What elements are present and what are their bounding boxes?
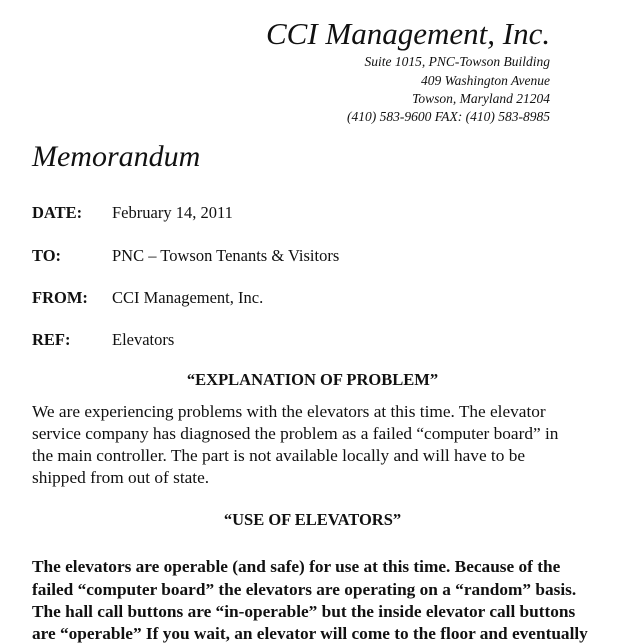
paragraph-line: The hall call buttons are “in-operable” but the inside elevator call buttons: [32, 602, 576, 621]
date-value: February 14, 2011: [112, 203, 233, 222]
memo-title: Memorandum: [32, 140, 201, 173]
paragraph-line: We are experiencing problems with the elevators at this time. The elevator: [32, 402, 546, 421]
address-line: 409 Washington Avenue: [421, 73, 550, 88]
paragraph-line: are “operable” If you wait, an elevator will come to the floor and eventually: [32, 624, 588, 643]
to-label: TO:: [32, 246, 62, 265]
address-line: Towson, Maryland 21204: [412, 91, 550, 106]
to-value: PNC – Towson Tenants & Visitors: [112, 246, 340, 265]
date-label: DATE:: [32, 203, 83, 222]
ref-value: Elevators: [112, 330, 175, 349]
section-heading-use: “USE OF ELEVATORS”: [223, 510, 402, 529]
ref-label: REF:: [32, 330, 71, 349]
paragraph-line: service company has diagnosed the problem as a failed “computer board” in: [32, 424, 559, 443]
paragraph-line: the main controller. The part is not available locally and will have to be: [32, 446, 526, 465]
paragraph-line: shipped from out of state.: [32, 468, 210, 487]
address-line: (410) 583-9600 FAX: (410) 583-8985: [347, 109, 550, 124]
from-value: CCI Management, Inc.: [112, 288, 264, 307]
address-line: Suite 1015, PNC-Towson Building: [364, 54, 550, 69]
paragraph-line: failed “computer board” the elevators are operating on a “random” basis.: [32, 580, 577, 599]
section-heading-problem: “EXPLANATION OF PROBLEM”: [186, 370, 439, 389]
from-label: FROM:: [32, 288, 88, 307]
company-name: CCI Management, Inc.: [266, 16, 551, 51]
paragraph-line: The elevators are operable (and safe) for use at this time. Because of the: [32, 557, 561, 576]
